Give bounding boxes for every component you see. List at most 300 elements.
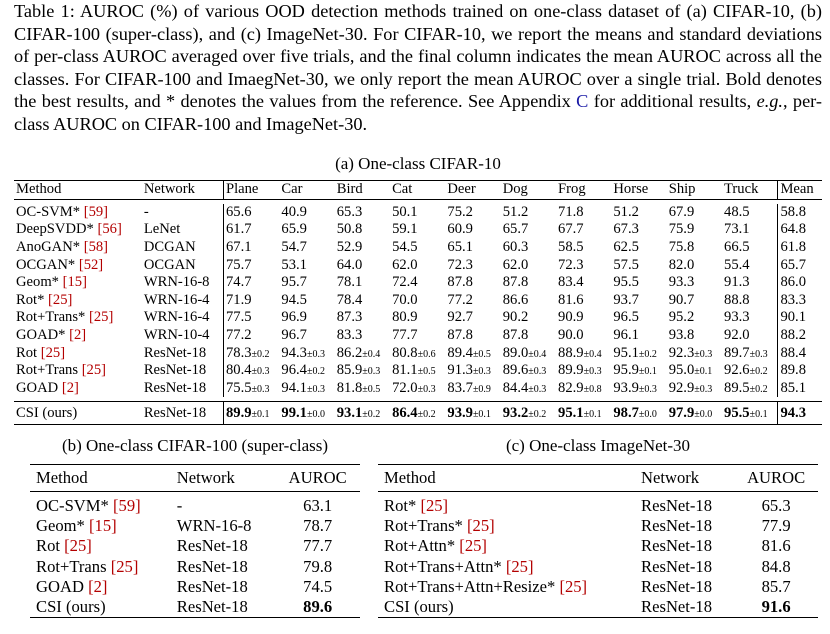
auroc-value: 65.9 bbox=[281, 221, 307, 238]
value-cell bbox=[223, 309, 279, 327]
value-cell bbox=[611, 309, 666, 327]
network-cell: ResNet-18 bbox=[143, 379, 207, 396]
value-cell bbox=[223, 256, 279, 274]
value-cell bbox=[667, 362, 722, 380]
auroc-value: 65.6 bbox=[225, 203, 252, 220]
value-cell bbox=[335, 402, 390, 425]
value-cell bbox=[445, 204, 500, 222]
table-row bbox=[30, 597, 360, 618]
table-row bbox=[14, 256, 822, 274]
auroc-value: 51.2 bbox=[502, 203, 529, 220]
value-cell bbox=[722, 292, 778, 310]
auroc-value: 64.0 bbox=[336, 256, 363, 273]
column-header: Truck bbox=[724, 181, 759, 198]
value-cell bbox=[223, 292, 279, 310]
citation: [25] bbox=[88, 309, 114, 326]
auroc-value: 95.2 bbox=[668, 309, 695, 326]
value-cell bbox=[223, 274, 279, 292]
citation: [25] bbox=[110, 556, 139, 576]
citation: [2] bbox=[69, 327, 87, 344]
table-row bbox=[14, 362, 822, 380]
method-cell bbox=[378, 577, 635, 597]
mean-cell bbox=[778, 256, 822, 274]
network-cell: ResNet-18 bbox=[176, 576, 248, 596]
auroc-value: 75.8 bbox=[668, 239, 695, 256]
auroc-value: 48.5 bbox=[724, 203, 750, 220]
method-name: AnoGAN* bbox=[16, 239, 81, 256]
value-cell bbox=[611, 362, 666, 380]
value-cell bbox=[611, 402, 666, 425]
value-cell bbox=[390, 204, 445, 222]
auroc-value: 95.5 bbox=[613, 274, 639, 291]
citation: [25] bbox=[48, 291, 73, 308]
method-name: OCGAN* bbox=[16, 256, 76, 273]
std-value: ±0.2 bbox=[306, 366, 325, 378]
value-cell bbox=[667, 344, 722, 362]
auroc-value: 90.0 bbox=[558, 327, 584, 344]
auroc-value: 89.5 bbox=[724, 379, 750, 396]
auroc-value: 57.5 bbox=[613, 256, 639, 273]
header-row bbox=[378, 465, 818, 492]
network-cell: WRN-16-8 bbox=[143, 274, 210, 291]
method-name: Rot+Trans+Attn+Resize* bbox=[384, 576, 556, 596]
std-value: ±0.2 bbox=[749, 383, 768, 395]
value-cell bbox=[390, 274, 445, 292]
method-name: OC-SVM* bbox=[16, 203, 81, 220]
table-a-title: (a) One-class CIFAR-10 bbox=[335, 154, 501, 173]
auroc-value: 85.7 bbox=[761, 576, 791, 596]
auroc-value: 91.3 bbox=[447, 362, 473, 379]
auroc-value: 82.9 bbox=[558, 379, 584, 396]
auroc-value: 89.6 bbox=[303, 597, 333, 617]
std-value: ±0.3 bbox=[417, 383, 436, 395]
auroc-value: 96.4 bbox=[281, 362, 307, 379]
value-cell bbox=[390, 309, 445, 327]
auroc-value: 80.4 bbox=[225, 362, 252, 379]
auroc-value: 97.9 bbox=[668, 404, 695, 421]
auroc-value: 67.1 bbox=[225, 239, 252, 256]
value-cell bbox=[335, 362, 390, 380]
auroc-value: 81.8 bbox=[336, 379, 363, 396]
table-row bbox=[14, 344, 822, 362]
value-cell bbox=[335, 309, 390, 327]
auroc-value: 67.3 bbox=[613, 221, 639, 238]
std-value: ±0.2 bbox=[528, 408, 547, 420]
auroc-cell bbox=[275, 557, 360, 577]
method-name: Rot+Trans* bbox=[384, 516, 463, 536]
citation: [59] bbox=[83, 203, 109, 220]
method-cell bbox=[378, 492, 635, 517]
caption-label: Table 1: bbox=[14, 1, 75, 21]
value-cell bbox=[667, 380, 722, 398]
caption-text-1: AUROC (%) of various OOD detection methods trained on one-class dataset of (a) CIFAR-10, (b) CIFAR-100 (super-class), and (c) ImageNet-30. For CIFAR-10, we report the means and standard deviations of per-class AUROC averaged over five trials, and the final column indicates the mean AUROC across all the classes. For CIFAR-100 and ImaegNet-30, we only report the mean AUROC over a single trial. Bold denotes the best results, and * denotes the values from the reference. See Appendix bbox=[14, 1, 822, 112]
std-value: ±0.4 bbox=[528, 348, 547, 360]
method-name: Rot bbox=[16, 344, 38, 361]
method-name: Rot bbox=[36, 536, 60, 556]
value-cell bbox=[335, 256, 390, 274]
auroc-value: 59.1 bbox=[392, 221, 418, 238]
value-cell bbox=[722, 256, 778, 274]
value-cell bbox=[611, 239, 666, 257]
network-cell: ResNet-18 bbox=[143, 362, 207, 379]
method-name: Rot+Trans bbox=[36, 556, 107, 576]
method-cell bbox=[378, 536, 635, 556]
auroc-value: 60.9 bbox=[447, 221, 473, 238]
auroc-value: 89.6 bbox=[502, 362, 529, 379]
auroc-value: 88.8 bbox=[724, 291, 750, 308]
auroc-value: 75.2 bbox=[447, 203, 473, 220]
auroc-value: 94.5 bbox=[281, 291, 307, 308]
value-cell bbox=[501, 362, 556, 380]
auroc-value: 65.7 bbox=[502, 221, 529, 238]
method-name: CSI (ours) bbox=[16, 404, 78, 421]
auroc-value: 75.9 bbox=[668, 221, 695, 238]
mean-value: 83.3 bbox=[780, 291, 806, 308]
citation: [15] bbox=[89, 516, 117, 536]
auroc-value: 73.1 bbox=[724, 221, 750, 238]
column-header: Car bbox=[281, 181, 303, 198]
auroc-value: 65.3 bbox=[761, 496, 791, 516]
citation: [25] bbox=[559, 576, 588, 596]
value-cell bbox=[611, 221, 666, 239]
auroc-value: 75.7 bbox=[225, 256, 252, 273]
network-cell: - bbox=[143, 203, 149, 220]
value-cell bbox=[390, 292, 445, 310]
value-cell bbox=[445, 239, 500, 257]
auroc-value: 92.7 bbox=[447, 309, 473, 326]
value-cell bbox=[556, 380, 611, 398]
value-cell bbox=[223, 327, 279, 345]
std-value: ±0.3 bbox=[583, 366, 602, 378]
auroc-value: 80.9 bbox=[392, 309, 418, 326]
mean-cell bbox=[778, 239, 822, 257]
method-cell bbox=[14, 256, 142, 274]
value-cell bbox=[611, 344, 666, 362]
value-cell bbox=[556, 239, 611, 257]
method-name: CSI (ours) bbox=[384, 597, 454, 617]
mean-value: 85.1 bbox=[780, 379, 806, 396]
table-row bbox=[378, 597, 818, 618]
auroc-value: 86.2 bbox=[336, 344, 363, 361]
method-name: GOAD bbox=[16, 379, 59, 396]
std-value: ±0.1 bbox=[694, 366, 713, 378]
auroc-value: 90.2 bbox=[502, 309, 529, 326]
std-value: ±0.6 bbox=[417, 348, 436, 360]
value-cell bbox=[667, 309, 722, 327]
network-cell: ResNet-18 bbox=[641, 496, 713, 516]
value-cell bbox=[667, 327, 722, 345]
column-header: AUROC bbox=[747, 468, 806, 487]
value-cell bbox=[445, 380, 500, 398]
table-row bbox=[378, 516, 818, 536]
column-header: Ship bbox=[668, 181, 696, 198]
value-cell bbox=[223, 344, 279, 362]
table-row bbox=[14, 221, 822, 239]
auroc-value: 95.9 bbox=[613, 362, 639, 379]
value-cell bbox=[722, 239, 778, 257]
mean-cell bbox=[778, 402, 822, 425]
value-cell bbox=[501, 274, 556, 292]
auroc-value: 65.1 bbox=[447, 239, 473, 256]
auroc-cell bbox=[275, 597, 360, 618]
std-value: ±0.1 bbox=[638, 366, 657, 378]
network-cell: LeNet bbox=[143, 221, 181, 238]
auroc-value: 90.9 bbox=[558, 309, 584, 326]
value-cell bbox=[501, 309, 556, 327]
table-row bbox=[14, 380, 822, 398]
std-value: ±0.4 bbox=[362, 348, 381, 360]
value-cell bbox=[279, 380, 334, 398]
value-cell bbox=[722, 204, 778, 222]
table-row bbox=[378, 492, 818, 517]
auroc-value: 72.0 bbox=[392, 379, 418, 396]
method-cell bbox=[378, 597, 635, 618]
method-cell bbox=[14, 344, 142, 362]
auroc-value: 89.0 bbox=[502, 344, 529, 361]
value-cell bbox=[279, 274, 334, 292]
auroc-value: 89.9 bbox=[558, 362, 584, 379]
column-header: Plane bbox=[223, 181, 279, 200]
value-cell bbox=[722, 362, 778, 380]
std-value: ±0.3 bbox=[528, 366, 547, 378]
method-name: Rot* bbox=[384, 496, 417, 516]
value-cell bbox=[390, 402, 445, 425]
auroc-value: 52.9 bbox=[336, 239, 363, 256]
citation: [58] bbox=[83, 239, 109, 256]
value-cell bbox=[223, 402, 279, 425]
citation: [25] bbox=[505, 556, 534, 576]
value-cell bbox=[667, 292, 722, 310]
auroc-value: 77.5 bbox=[225, 309, 252, 326]
std-value: ±0.3 bbox=[251, 366, 270, 378]
table-row bbox=[378, 536, 818, 556]
std-value: ±0.0 bbox=[306, 408, 325, 420]
value-cell bbox=[501, 402, 556, 425]
std-value: ±0.2 bbox=[417, 408, 436, 420]
value-cell bbox=[279, 292, 334, 310]
auroc-cell bbox=[275, 492, 360, 517]
auroc-value: 74.7 bbox=[225, 274, 252, 291]
auroc-value: 77.9 bbox=[761, 516, 791, 536]
table-row bbox=[14, 204, 822, 222]
auroc-value: 54.7 bbox=[281, 239, 307, 256]
method-cell bbox=[14, 274, 142, 292]
value-cell bbox=[335, 204, 390, 222]
table-row bbox=[378, 577, 818, 597]
auroc-value: 79.8 bbox=[303, 556, 333, 576]
value-cell bbox=[501, 204, 556, 222]
mean-cell bbox=[778, 327, 822, 345]
std-value: ±0.5 bbox=[362, 383, 381, 395]
auroc-value: 93.8 bbox=[668, 327, 695, 344]
network-cell: - bbox=[176, 496, 183, 516]
table-row bbox=[14, 292, 822, 310]
value-cell bbox=[556, 402, 611, 425]
citation: [52] bbox=[78, 256, 104, 273]
mean-value: 58.8 bbox=[780, 203, 806, 220]
auroc-value: 94.3 bbox=[281, 344, 307, 361]
auroc-value: 55.4 bbox=[724, 256, 750, 273]
value-cell bbox=[667, 221, 722, 239]
mean-cell bbox=[778, 380, 822, 398]
method-name: Rot* bbox=[16, 291, 45, 308]
std-value: ±0.8 bbox=[583, 383, 602, 395]
auroc-value: 96.9 bbox=[281, 309, 307, 326]
auroc-value: 77.2 bbox=[225, 327, 252, 344]
method-cell bbox=[14, 204, 142, 222]
column-header: Method bbox=[36, 468, 88, 487]
network-cell: WRN-16-4 bbox=[143, 291, 210, 308]
auroc-value: 89.4 bbox=[447, 344, 473, 361]
auroc-value: 63.1 bbox=[303, 496, 333, 516]
auroc-value: 99.1 bbox=[281, 404, 307, 421]
auroc-value: 78.3 bbox=[225, 344, 252, 361]
mean-cell bbox=[778, 274, 822, 292]
auroc-value: 50.8 bbox=[336, 221, 363, 238]
value-cell bbox=[556, 344, 611, 362]
std-value: ±0.2 bbox=[638, 348, 657, 360]
std-value: ±0.3 bbox=[306, 383, 325, 395]
auroc-value: 95.1 bbox=[613, 344, 639, 361]
method-cell bbox=[14, 239, 142, 257]
auroc-value: 87.8 bbox=[502, 274, 529, 291]
auroc-value: 96.1 bbox=[613, 327, 639, 344]
method-cell bbox=[378, 557, 635, 577]
auroc-value: 87.8 bbox=[447, 274, 473, 291]
header-row bbox=[30, 465, 360, 492]
value-cell bbox=[611, 380, 666, 398]
value-cell bbox=[335, 380, 390, 398]
value-cell bbox=[501, 292, 556, 310]
column-header: Network bbox=[176, 468, 235, 487]
value-cell bbox=[556, 274, 611, 292]
citation: [56] bbox=[97, 221, 122, 238]
auroc-value: 93.1 bbox=[336, 404, 363, 421]
value-cell bbox=[445, 402, 500, 425]
auroc-value: 93.9 bbox=[447, 404, 473, 421]
auroc-value: 92.6 bbox=[724, 362, 750, 379]
value-cell bbox=[611, 256, 666, 274]
method-name: Rot+Trans+Attn* bbox=[384, 556, 502, 576]
table-row bbox=[30, 577, 360, 597]
value-cell bbox=[445, 221, 500, 239]
method-cell bbox=[14, 327, 142, 345]
network-cell: DCGAN bbox=[143, 239, 196, 256]
value-cell bbox=[390, 221, 445, 239]
auroc-value: 92.0 bbox=[724, 327, 750, 344]
std-value: ±0.3 bbox=[362, 366, 381, 378]
method-cell bbox=[378, 516, 635, 536]
table-row bbox=[30, 516, 360, 536]
value-cell bbox=[722, 402, 778, 425]
method-cell bbox=[30, 557, 171, 577]
table-imagenet30 bbox=[378, 464, 818, 618]
method-cell bbox=[30, 597, 171, 618]
caption-text-2: for additional results, bbox=[588, 91, 757, 112]
value-cell bbox=[279, 256, 334, 274]
value-cell bbox=[335, 292, 390, 310]
column-header: AUROC bbox=[288, 468, 347, 487]
std-value: ±0.1 bbox=[251, 408, 270, 420]
value-cell bbox=[335, 344, 390, 362]
mean-value: 65.7 bbox=[780, 256, 806, 273]
auroc-value: 78.4 bbox=[336, 291, 363, 308]
std-value: ±0.1 bbox=[583, 408, 602, 420]
value-cell bbox=[501, 221, 556, 239]
value-cell bbox=[335, 221, 390, 239]
mean-cell bbox=[778, 292, 822, 310]
value-cell bbox=[667, 402, 722, 425]
value-cell bbox=[390, 327, 445, 345]
auroc-value: 88.9 bbox=[558, 344, 584, 361]
std-value: ±0.5 bbox=[417, 366, 436, 378]
method-name: Rot+Trans bbox=[16, 362, 79, 379]
std-value: ±0.0 bbox=[694, 408, 713, 420]
auroc-value: 95.7 bbox=[281, 274, 307, 291]
column-header: Network bbox=[143, 181, 195, 198]
citation: [59] bbox=[113, 496, 141, 516]
mean-cell bbox=[778, 309, 822, 327]
auroc-value: 58.5 bbox=[558, 239, 584, 256]
table-cifar100 bbox=[30, 464, 360, 618]
network-cell: ResNet-18 bbox=[143, 344, 207, 361]
auroc-value: 87.3 bbox=[336, 309, 363, 326]
std-value: ±0.3 bbox=[694, 383, 713, 395]
network-cell: ResNet-18 bbox=[641, 597, 713, 617]
value-cell bbox=[501, 380, 556, 398]
mean-value: 94.3 bbox=[780, 404, 806, 421]
column-header: Bird bbox=[336, 181, 363, 198]
mean-value: 88.4 bbox=[780, 344, 806, 361]
value-cell bbox=[556, 327, 611, 345]
value-cell bbox=[223, 221, 279, 239]
value-cell bbox=[722, 309, 778, 327]
auroc-value: 92.3 bbox=[668, 344, 695, 361]
network-cell: WRN-16-8 bbox=[176, 516, 252, 536]
value-cell bbox=[279, 309, 334, 327]
network-cell: ResNet-18 bbox=[143, 404, 207, 421]
auroc-value: 72.3 bbox=[558, 256, 584, 273]
value-cell bbox=[556, 362, 611, 380]
auroc-value: 89.7 bbox=[724, 344, 750, 361]
network-cell: WRN-16-4 bbox=[143, 309, 210, 326]
caption-text-3: , per-class AUROC on CIFAR-100 and ImageNet-30. bbox=[14, 91, 822, 134]
auroc-value: 62.0 bbox=[392, 256, 418, 273]
value-cell bbox=[445, 309, 500, 327]
std-value: ±0.9 bbox=[472, 383, 491, 395]
value-cell bbox=[390, 362, 445, 380]
auroc-value: 83.4 bbox=[558, 274, 584, 291]
method-name: DeepSVDD* bbox=[16, 221, 94, 238]
auroc-value: 95.5 bbox=[724, 404, 750, 421]
std-value: ±0.3 bbox=[251, 383, 270, 395]
auroc-value: 93.7 bbox=[613, 291, 639, 308]
auroc-value: 95.1 bbox=[558, 404, 584, 421]
auroc-cell bbox=[734, 557, 818, 577]
auroc-value: 96.5 bbox=[613, 309, 639, 326]
auroc-value: 95.0 bbox=[668, 362, 695, 379]
value-cell bbox=[445, 344, 500, 362]
appendix-link[interactable]: C bbox=[576, 91, 589, 112]
column-header: Network bbox=[641, 468, 700, 487]
method-cell bbox=[14, 402, 142, 425]
auroc-value: 86.6 bbox=[502, 291, 529, 308]
citation: [2] bbox=[88, 576, 108, 596]
value-cell bbox=[501, 327, 556, 345]
auroc-cell bbox=[734, 536, 818, 556]
mean-cell bbox=[778, 204, 822, 222]
method-name: GOAD* bbox=[16, 327, 66, 344]
